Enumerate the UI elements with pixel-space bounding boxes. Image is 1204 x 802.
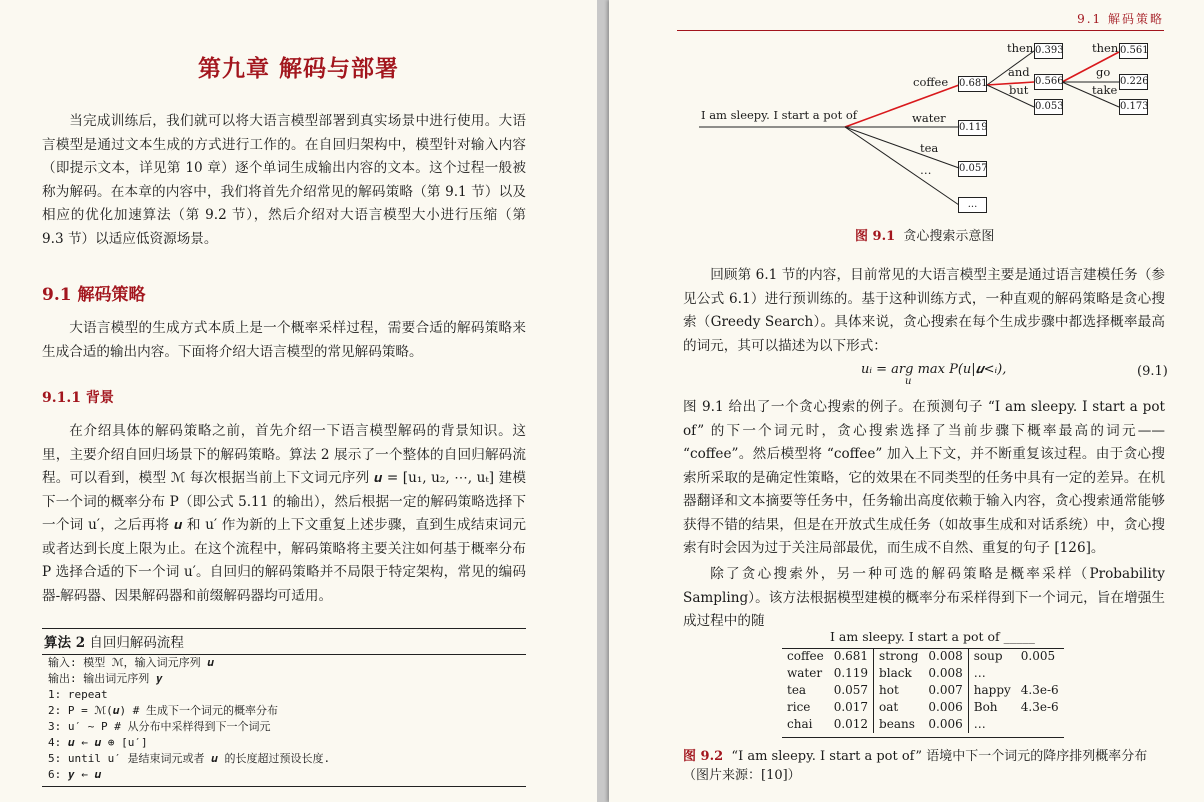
- tree-node-dots: …: [920, 163, 932, 177]
- subsection-title: 9.1.1 背景: [42, 390, 114, 406]
- algorithm-line: 2: P = ℳ(𝒖) # 生成下一个词元的概率分布: [48, 704, 278, 717]
- greedy-intro-paragraph: 回顾第 6.1 节的内容，目前常见的大语言模型主要是通过语言建模任务（参见公式 6.1）进行预训练的。基于这种训练方式，一种直观的解码策略是贪心搜索（Greedy Search）。具体来说，贪心搜索在每个生成步骤中都选择概率最高的词元，其可以描述为以下形式：: [683, 267, 1165, 354]
- table-cell: 0.017: [833, 700, 869, 714]
- table-row: [782, 648, 1064, 665]
- tree-node-but: but: [1009, 83, 1029, 97]
- table-cell: 0.119: [833, 666, 869, 680]
- algorithm-line: 输出: 输出词元序列 𝒚: [48, 672, 163, 685]
- table-cell: strong: [874, 648, 924, 665]
- prob-box-then-2: 0.561: [1119, 43, 1148, 59]
- table-row: [782, 716, 1064, 733]
- table-cell: 0.681: [833, 649, 869, 663]
- table-cell: 0.006: [928, 700, 963, 714]
- tree-node-go: go: [1096, 65, 1111, 79]
- prob-box-tea: 0.057: [958, 161, 987, 177]
- tree-node-and: and: [1008, 65, 1030, 79]
- table-row: [782, 699, 1064, 716]
- table-cell: happy: [968, 682, 1016, 699]
- algorithm-line: 4: 𝒖 ← 𝒖 ⊕ [u′]: [48, 736, 148, 749]
- page-gutter: [597, 0, 609, 802]
- edge-root-dots: [845, 127, 959, 205]
- section-paragraph: 大语言模型的生成方式本质上是一个概率采样过程，需要合适的解码策略来生成合适的输出内容。下面将介绍大语言模型的常见解码策略。: [42, 320, 526, 360]
- section-title: 9.1 解码策略: [42, 285, 146, 305]
- tree-node-then-2: then: [1092, 41, 1119, 55]
- table-cell: 0.008: [928, 666, 963, 680]
- table-cell: water: [787, 666, 823, 680]
- table-cell: hot: [874, 682, 924, 699]
- prob-table-bottom-rule: [782, 737, 1064, 738]
- prob-box-go: 0.226: [1119, 74, 1148, 90]
- table-cell: rice: [787, 700, 811, 714]
- algorithm-title: 算法 2 自回归解码流程: [42, 629, 526, 655]
- prob-box-dots: ...: [958, 197, 987, 213]
- tree-node-coffee: coffee: [913, 75, 949, 89]
- table-cell: …: [968, 665, 1016, 682]
- prob-box-then: 0.393: [1034, 43, 1063, 59]
- table-cell: 0.007: [928, 683, 963, 697]
- algorithm-box: [42, 628, 526, 787]
- table-cell: oat: [874, 699, 924, 716]
- figure-9-2-caption: 图 9.2 “I am sleepy. I start a pot of” 语境中下一个词元的降序排列概率分布（图片来源：[10]）: [683, 749, 1148, 783]
- equation-number: (9.1): [1137, 364, 1168, 379]
- table-cell: chai: [787, 717, 813, 731]
- table-cell: tea: [787, 683, 807, 697]
- equation-9-1: uᵢ = arg max P(u|𝒖<ᵢ), u: [861, 362, 1007, 387]
- figure-9-1-caption: 图 9.1 贪心搜索示意图: [855, 229, 995, 244]
- algorithm-line: 3: u′ ~ P # 从分布中采样得到下一个词元: [48, 720, 271, 733]
- tree-node-then: then: [1007, 41, 1034, 55]
- algorithm-line: 6: 𝒚 ← 𝒖: [48, 768, 102, 781]
- table-cell: 0.006: [928, 717, 963, 731]
- table-row: [782, 682, 1064, 699]
- table-cell: Boh: [968, 699, 1016, 716]
- prob-box-but: 0.053: [1034, 99, 1063, 115]
- algorithm-line: 5: until u′ 是结束词元或者 𝒖 的长度超过预设长度.: [48, 752, 331, 765]
- table-cell: 0.012: [833, 717, 869, 731]
- prob-table-title: I am sleepy. I start a pot of _____: [830, 629, 1035, 644]
- table-cell: coffee: [787, 649, 824, 663]
- table-cell: 4.3e-6: [1020, 700, 1059, 714]
- table-cell: beans: [874, 716, 924, 733]
- tree-node-tea: tea: [920, 141, 939, 155]
- greedy-search-tree: [609, 0, 1204, 230]
- intro-paragraph: 当完成训练后，我们就可以将大语言模型部署到真实场景中进行使用。大语言模型是通过文本生成的方式进行工作的。在自回归架构中，模型针对输入内容（即提示文本，详见第 10 章）逐个单词生成输出内容的文本。这个过程一般被称为解码。在本章的内容中，我们将首先介绍常见的解码策略（第 9.1 节）以及相应的优化加速算法（第 9.2 节），然后介绍对大语言模型大小进行压缩（第 9.3 节）以适应低资源场景。: [42, 113, 526, 247]
- table-cell: [1016, 665, 1064, 682]
- sampling-paragraph: 除了贪心搜索外，另一种可选的解码策略是概率采样（Probability Sampling）。该方法根据模型建模的概率分布采样得到下一个词元，旨在增强生成过程中的随: [683, 566, 1165, 629]
- tree-node-take: take: [1092, 83, 1118, 97]
- table-cell: 4.3e-6: [1020, 683, 1059, 697]
- prob-table: [782, 648, 1064, 733]
- algorithm-line: 1: repeat: [48, 688, 108, 701]
- subsection-paragraph: 在介绍具体的解码策略之前，首先介绍一下语言模型解码的背景知识。这里，主要介绍自回归场景下的解码策略。算法 2 展示了一个整体的自回归解码流程。可以看到，模型 ℳ 每次根据当前上下文词元序列 𝒖 = [u₁, u₂, ⋯, uₜ] 建模下一个词的概率分布 P（即公式 5.11 的输出），然后根据一定的解码策略选择下一个词 u′，之后再将 𝒖 和 u′ 作为新的上下文重复上述步骤，直到生成结束词元或者达到长度上限为止。在这个流程中，解码策略将主要关注如何基于概率分布 P 选择合适的下一个词 u′。自回归的解码策略并不局限于特定架构，常见的编码器-解码器、因果解码器和前缀解码器均可适用。: [42, 423, 526, 604]
- edge-root-tea: [845, 127, 959, 168]
- prob-box-water: 0.119: [958, 120, 987, 136]
- tree-node-water: water: [912, 111, 946, 125]
- prob-box-take: 0.173: [1119, 99, 1148, 115]
- edge-and-then: [1062, 52, 1119, 82]
- table-cell: black: [874, 665, 924, 682]
- running-head: 9.1 解码策略: [1077, 12, 1164, 26]
- table-cell: [1016, 716, 1064, 733]
- prob-box-coffee: 0.681: [958, 76, 987, 92]
- table-cell: 0.057: [833, 683, 869, 697]
- prob-box-and: 0.566: [1034, 74, 1063, 90]
- algorithm-line: 输入: 模型 ℳ，输入词元序列 𝒖: [48, 656, 214, 669]
- table-cell: soup: [968, 648, 1016, 665]
- table-cell: …: [968, 716, 1016, 733]
- left-page: [0, 0, 597, 802]
- table-row: [782, 665, 1064, 682]
- chapter-title: 第九章 解码与部署: [197, 55, 399, 82]
- table-cell: 0.008: [928, 649, 963, 663]
- greedy-example-paragraph: 图 9.1 给出了一个贪心搜索的例子。在预测句子 “I am sleepy. I start a pot of” 的下一个词元时，贪心搜索选择了当前步骤下概率最高的词元—— “coffee”。然后模型将 “coffee” 加入上下文，并不断重复该过程。由于贪心搜索所采取的是确定性策略，它的效果在不同类型的任务中具有一定的差异。在机器翻译和文本摘要等任务中，任务输出高度依赖于输入内容，贪心搜索通常能够获得不错的结果，但是在开放式生成任务（如故事生成和对话系统）中，贪心搜索有时会因为过于关注局部最优，而生成不自然、重复的句子 [126]。: [683, 399, 1165, 556]
- tree-root-text: I am sleepy. I start a pot of: [701, 108, 858, 122]
- table-cell: 0.005: [1020, 649, 1056, 663]
